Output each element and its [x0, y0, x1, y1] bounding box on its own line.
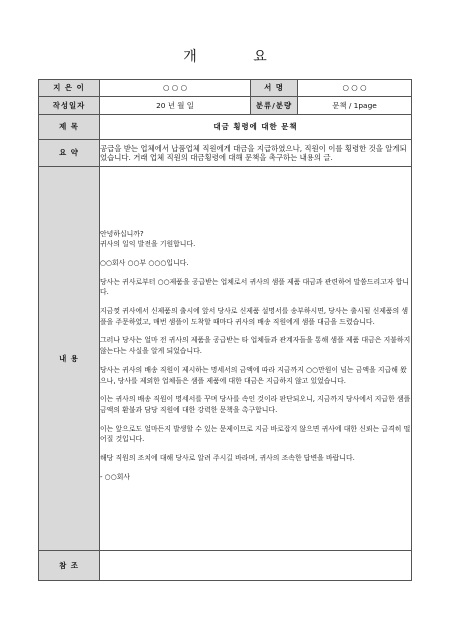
body-label: 내 용 — [39, 167, 100, 551]
body-row — [39, 167, 412, 551]
summary-row — [39, 140, 412, 167]
author-row — [39, 80, 412, 97]
body-paragraph: 해당 직원의 조치에 대해 당사로 알려 주시길 바라며, 귀사의 조속한 답변을 바랍니다. — [100, 454, 355, 463]
body-paragraph-greeting: 안녕하십니까? 귀사의 일익 발전을 기원합니다. — [100, 229, 196, 249]
body-paragraph: 그러나 당사는 얼마 전 귀사의 제품을 공급받는 타 업체들과 관계자들을 통해 샘플 제품 대금은 지불하지 않는다는 사실을 알게 되었습니다. — [100, 336, 411, 356]
body-content[interactable] — [100, 167, 412, 551]
date-value[interactable]: 20 년 월 일 — [100, 97, 251, 115]
subject-row — [39, 115, 412, 140]
body-signature: - ○○회사 — [100, 472, 131, 481]
body-paragraph: 당사는 귀사로부터 ○○제품을 공급받는 업체로서 귀사의 샘플 제품 대금과 관련하여 말씀드리고자 합니다. — [100, 277, 410, 297]
summary-form — [38, 79, 412, 581]
summary-text[interactable]: 공급을 받는 업체에서 납품업체 직원에게 대금을 지급하였으나, 직원이 이를 횡령한 것을 알게되었습니다. 거래 업체 직원의 대금횡령에 대해 문책을 촉구하는 내용의 글. — [100, 140, 412, 167]
reference-label: 참 조 — [39, 551, 100, 581]
body-paragraph: 지금껏 귀사에서 신제품의 출시에 앞서 당사로 신제품 설명서를 송부하시면, 당사는 출시될 신제품의 샘플을 주문하였고, 매번 샘플이 도착할 때마다 귀사의 배송 직원에게 샘플 대금을 드렸습니다. — [100, 307, 409, 326]
date-row — [39, 97, 412, 115]
body-paragraph-intro: ○○회사 ○○부 ○○○입니다. — [100, 258, 189, 267]
document-title: 개 요 — [183, 49, 293, 65]
signature-value[interactable]: ○ ○ ○ — [298, 80, 412, 97]
signature-label: 서 명 — [251, 80, 298, 97]
subject-value[interactable]: 대금 횡령에 대한 문책 — [100, 115, 412, 140]
body-paragraph: 당사는 귀사의 배송 직원이 제시하는 명세서의 금액에 따라 지금까지 ○○만원이 넘는 금액을 지급해 왔으나, 당사를 제외한 업체들은 샘플 제품에 대한 대금은 지급하지 않고 있었습니다. — [100, 365, 407, 385]
reference-row — [39, 551, 412, 581]
summary-label: 요 약 — [39, 140, 100, 167]
author-value[interactable]: ○ ○ ○ — [100, 80, 251, 97]
subject-label: 제 목 — [39, 115, 100, 140]
category-label: 분류/분량 — [251, 97, 298, 115]
author-label: 지 은 이 — [39, 80, 100, 97]
body-paragraph: 이는 앞으로도 얼마든지 발생할 수 있는 문제이므로 지금 바로잡지 않으면 귀사에 대한 신뢰는 급격히 떨어질 것입니다. — [100, 424, 411, 444]
category-value[interactable]: 문책 / 1page — [298, 97, 412, 115]
body-paragraph: 이는 귀사의 배송 직원이 명세서를 꾸며 당사를 속인 것이라 판단되오니, 지금까지 당사에서 지급한 샘플 금액의 환불과 담당 직원에 대한 강력한 문책을 촉구합니다. — [100, 395, 411, 414]
date-label: 작성일자 — [39, 97, 100, 115]
reference-value[interactable] — [100, 551, 412, 581]
